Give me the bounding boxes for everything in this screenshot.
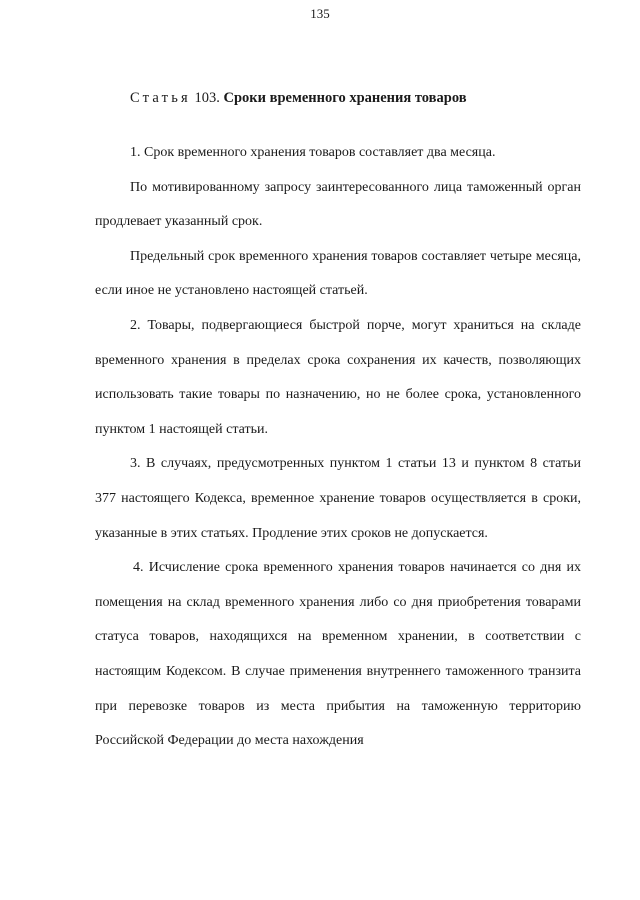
paragraph-4: 2. Товары, подвергающиеся быстрой порче, могут храниться на складе временного хранения в пределах срока сохранения их качеств, позволяющих использовать такие товары по назначению, но не более срока, установленного пунктом 1 настоящей статьи. <box>95 317 581 437</box>
article-label: Статья <box>130 90 191 106</box>
article-body <box>95 136 581 759</box>
paragraph-1: 1. Срок временного хранения товаров составляет два месяца. <box>130 145 496 160</box>
page-number: 135 <box>310 6 330 21</box>
paragraph-6: 4. Исчисление срока временного хранения товаров начинается со дня их помещения на склад временного хранения либо со дня приобретения товарами статуса товаров, находящихся на временном хранении, в соответствии с настоящим Кодексом. В случае применения внутреннего таможенного транзита при перевозке товаров из места прибытия на таможенную территорию Российской Федерации до места нахождения <box>95 560 581 749</box>
article-heading <box>130 90 467 107</box>
paragraph-5: 3. В случаях, предусмотренных пунктом 1 статьи 13 и пунктом 8 статьи 377 настоящего Кодекса, временное хранение товаров осуществляется в сроки, указанные в этих статьях. Продление этих сроков не допускается. <box>95 456 581 541</box>
paragraph-2: По мотивированному запросу заинтересованного лица таможенный орган продлевает указанный срок. <box>95 179 581 230</box>
article-title: Сроки временного хранения товаров <box>223 90 467 106</box>
article-number: 103. <box>194 90 220 106</box>
paragraph-3: Предельный срок временного хранения товаров составляет четыре месяца, если иное не установлено настоящей статьей. <box>95 248 581 299</box>
